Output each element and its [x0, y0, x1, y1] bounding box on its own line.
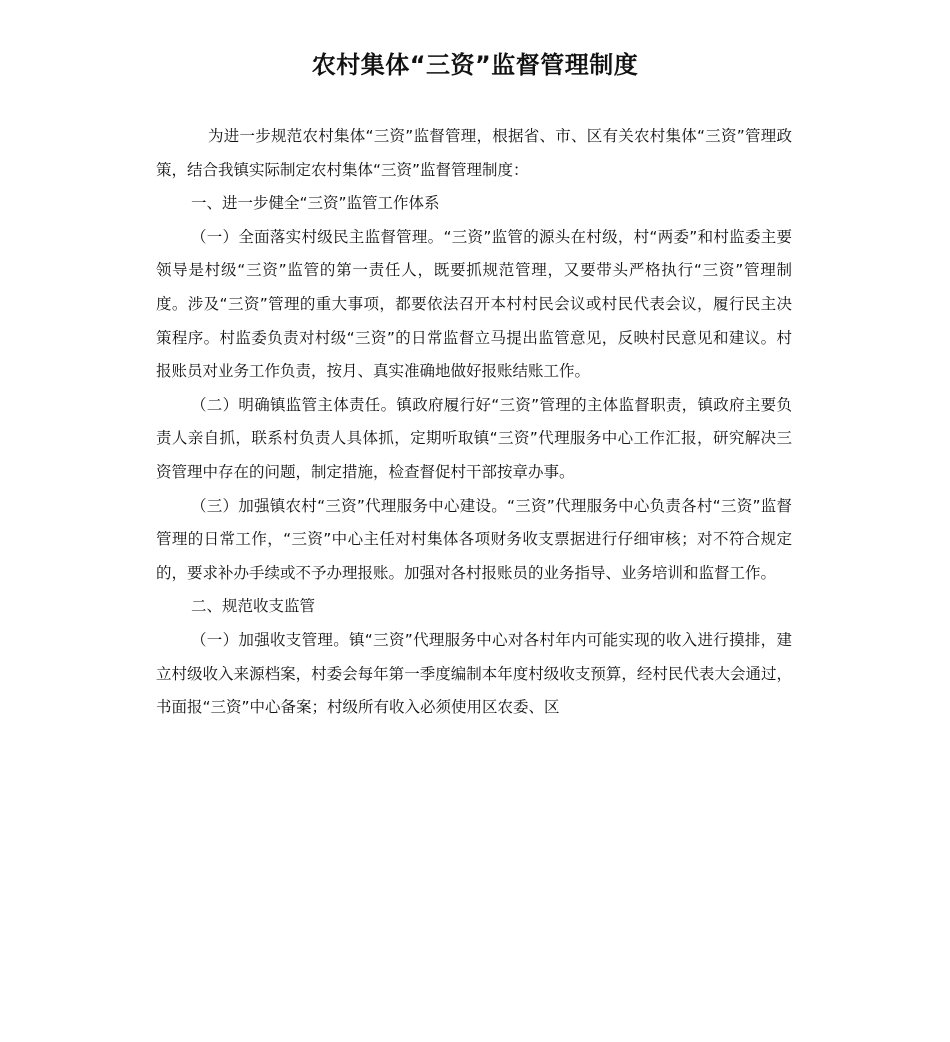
section-2-item-1: （一）加强收支管理。镇“三资”代理服务中心对各村年内可能实现的收入进行摸排，建立村级收入来源档案，村委会每年第一季度编制本年度村级收支预算，经村民代表大会通过，书面报“三资”中心备案；村级所有收入必须使用区农委、区 [156, 630, 792, 717]
section-1-item-2: （二）明确镇监管主体责任。镇政府履行好“三资”管理的主体监督职责，镇政府主要负责人亲自抓，联系村负责人具体抓，定期听取镇“三资”代理服务中心工作汇报，研究解决三资管理中存在的问题，制定措施，检查督促村干部按章办事。 [156, 395, 792, 481]
section-1-item-3: （三）加强镇农村“三资”代理服务中心建设。“三资”代理服务中心负责各村“三资”监督管理的日常工作，“三资”中心主任对村集体各项财务收支票据进行仔细审核；对不符合规定的，要求补办手续或不予办理报账。加强对各村报账员的业务指导、业务培训和监督工作。 [156, 496, 792, 582]
section-1-item-1: （一）全面落实村级民主监督管理。“三资”监管的源头在村级，村“两委”和村监委主要领导是村级“三资”监管的第一责任人，既要抓规范管理，又要带头严格执行“三资”管理制度。涉及“三资”管理的重大事项，都要依法召开本村村民会议或村民代表会议，履行民主决策程序。村监委负责对村级“三资”的日常监督立马提出监管意见，反映村民意见和建议。村报账员对业务工作负责，按月、真实准确地做好报账结账工作。 [156, 227, 792, 381]
section-heading-1: 一、进一步健全“三资”监管工作体系 [191, 194, 440, 213]
document-title: 农村集体“三资”监督管理制度 [311, 51, 639, 79]
intro-paragraph: 为进一步规范农村集体“三资”监督管理，根据省、市、区有关农村集体“三资”管理政策，结合我镇实际制定农村集体“三资”监督管理制度： [156, 127, 792, 179]
document-body [156, 120, 792, 725]
section-heading-2: 二、规范收支监管 [191, 597, 316, 616]
